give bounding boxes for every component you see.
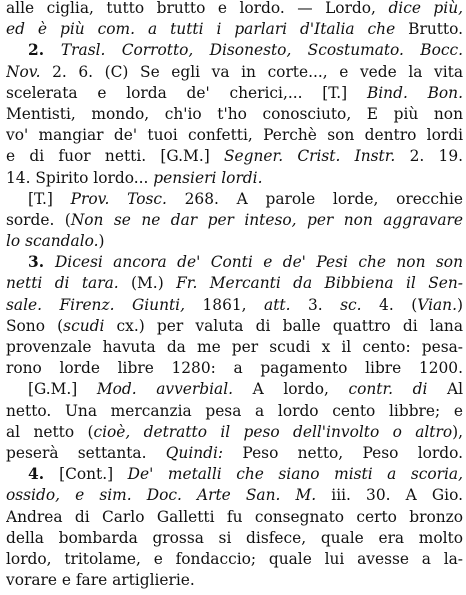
text-segment: iii. 30. A Gio.	[316, 486, 463, 505]
text-line	[6, 485, 463, 506]
text-segment: scelerata e lorda de' cherici,... [T.]	[6, 83, 367, 102]
text-segment: [Cont.]	[59, 465, 128, 484]
text-segment: 4.	[28, 465, 60, 484]
text-segment: cx.) per valuta di balle quattro di lana	[104, 316, 463, 335]
text-segment: Quindi:	[165, 443, 224, 462]
text-segment: Brutto.	[395, 20, 463, 39]
text-segment: 3.	[290, 295, 341, 314]
text-segment: Vian.	[417, 295, 457, 314]
text-segment: rono lorde libre 1280: a pagamento libre 1200.	[6, 359, 463, 378]
text-segment: ),	[452, 422, 463, 441]
text-segment: Mentisti, mondo, ch'io t'ho conosciuto, E più non	[6, 104, 463, 123]
text-segment: Trasl. Corrotto, Disonesto, Scostumato. Bocc.	[60, 41, 463, 60]
text-segment: Sono (	[6, 316, 64, 335]
text-segment: Peso netto, Peso lordo.	[223, 443, 463, 462]
text-segment: alle ciglia, tutto brutto e lordo. — Lordo,	[6, 0, 389, 17]
text-segment: provenzale havuta da me per scudi x il cento: pesa-	[6, 338, 463, 356]
text-line	[6, 273, 463, 294]
text-segment: sorde. (	[6, 210, 71, 229]
text-segment: peserà settanta.	[6, 443, 166, 462]
text-segment: Andrea di Carlo Galletti fu consegnato certo bronzo	[6, 507, 463, 526]
text-segment: Fr. Mercanti da Bibbiena il Sen-	[176, 274, 463, 293]
text-segment: A lordo,	[233, 380, 349, 399]
text-segment: contr. di	[348, 380, 428, 399]
text-segment: 2. 6. (C) Se egli va in corte..., e vede la vita	[40, 62, 463, 81]
text-segment: della bombarda grossa si disfece, quale era molto	[6, 528, 463, 547]
text-segment: Al	[427, 380, 463, 399]
text-line	[6, 19, 463, 40]
text-segment: 2.	[28, 41, 61, 60]
text-segment: De' metalli che siano misti a scoria,	[127, 465, 463, 484]
text-line	[6, 337, 463, 358]
text-segment: lordo, tritolame, e fondaccio; quale lui avesse a la-	[6, 549, 463, 568]
text-segment: ossido, e sim. Doc. Arte San. M.	[6, 486, 317, 505]
text-line	[6, 83, 463, 104]
text-segment: 14. Spirito lordo...	[6, 168, 154, 187]
text-line	[6, 549, 463, 570]
text-segment: Non se ne dar per inteso, per non aggravare	[70, 210, 463, 229]
text-segment: 1861,	[185, 295, 265, 314]
text-segment: pensieri lordi.	[153, 168, 263, 187]
text-line	[6, 146, 463, 167]
text-line	[6, 443, 463, 464]
text-segment: att.	[264, 295, 291, 314]
text-segment: vorare e fare artiglierie.	[6, 571, 195, 590]
text-segment: dice più,	[388, 0, 463, 17]
text-line	[6, 62, 463, 83]
text-segment: (M.)	[118, 274, 177, 293]
text-line	[6, 231, 463, 252]
text-segment: lo scandalo.	[6, 232, 99, 251]
text-segment: sc.	[340, 295, 362, 314]
text-segment: 4. (	[361, 295, 418, 314]
text-line	[6, 252, 463, 273]
text-segment: ed è più com. a tutti i parlari d'Italia che	[6, 20, 396, 39]
text-segment: Nov.	[6, 62, 41, 81]
text-line	[6, 189, 463, 210]
text-line	[6, 316, 463, 337]
text-line	[6, 358, 463, 379]
text-line	[6, 401, 463, 422]
text-line	[6, 168, 463, 189]
text-segment: Segner. Crist. Instr.	[224, 147, 396, 166]
text-line	[6, 104, 463, 125]
text-line	[6, 40, 463, 61]
text-line	[6, 0, 463, 19]
text-segment: cioè, detratto il peso dell'involto o altro	[93, 422, 453, 441]
text-segment: )	[456, 295, 463, 314]
text-line	[6, 379, 463, 400]
text-segment: al netto (	[6, 422, 94, 441]
text-segment: Dicesi ancora de' Conti e de' Pesi che non son	[54, 253, 463, 272]
text-line	[6, 210, 463, 231]
text-segment: netti di tara.	[6, 274, 119, 293]
text-segment: Mod. avverbial.	[96, 380, 234, 399]
text-line	[6, 295, 463, 316]
text-segment: e di fuor netti. [G.M.]	[6, 147, 224, 166]
text-segment: [T.]	[28, 189, 71, 208]
text-segment: 2. 19.	[395, 147, 463, 166]
text-line	[6, 422, 463, 443]
text-line	[6, 464, 463, 485]
text-segment: sale. Firenz. Giunti,	[6, 295, 185, 314]
text-segment: Bind. Bon.	[366, 83, 463, 102]
text-segment: 268. A parole lorde, orecchie	[166, 189, 463, 208]
text-line	[6, 507, 463, 528]
text-segment: Prov. Tosc.	[70, 189, 167, 208]
text-segment: netto. Una mercanzia pesa a lordo cento libbre; e	[6, 401, 463, 420]
text-segment: scudi	[63, 316, 105, 335]
text-segment: 3.	[28, 253, 55, 272]
text-line	[6, 125, 463, 146]
text-segment: [G.M.]	[28, 380, 97, 399]
text-line	[6, 528, 463, 549]
text-segment: )	[98, 232, 105, 251]
text-segment: vo' mangiar de' tuoi confetti, Perchè son dentro lordi	[6, 126, 463, 145]
text-line	[6, 570, 463, 591]
